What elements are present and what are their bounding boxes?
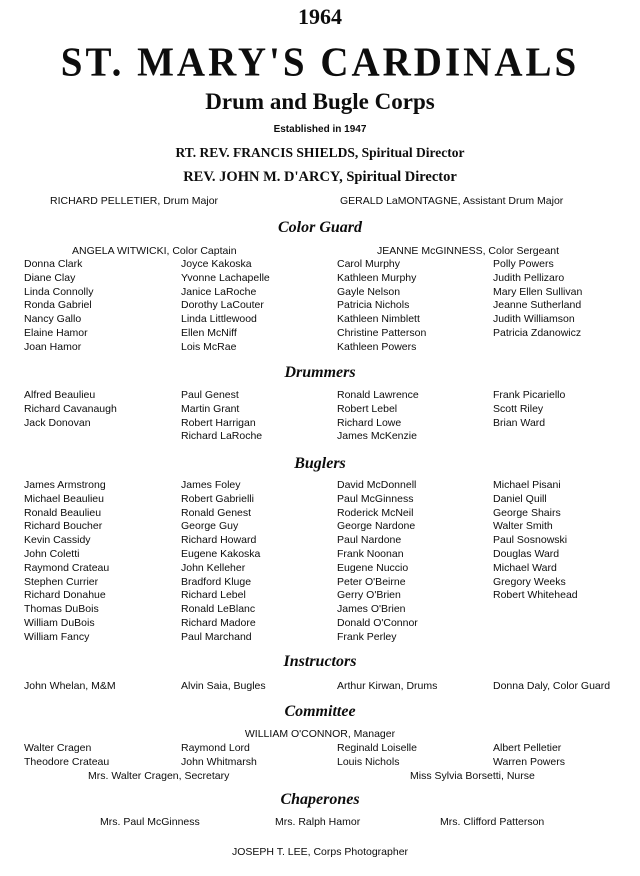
list-item: Robert Harrigan <box>181 416 256 429</box>
list-item: Ellen McNiff <box>181 326 237 339</box>
list-item: James O'Brien <box>337 603 406 616</box>
list-item: Daniel Quill <box>493 492 547 505</box>
list-item: Frank Picariello <box>493 389 566 401</box>
list-item: Robert Lebel <box>337 402 398 415</box>
color-sergeant: JEANNE McGINNESS, Color Sergeant <box>377 245 560 257</box>
list-item: Eugene Kakoska <box>181 547 261 560</box>
list-item: Walter Smith <box>493 520 553 533</box>
list-item: William DuBois <box>24 616 95 629</box>
instructors-heading: Instructors <box>283 653 357 670</box>
list-item: Polly Powers <box>493 258 554 270</box>
list-item: Michael Beaulieu <box>24 492 104 505</box>
drummers-heading: Drummers <box>284 364 356 381</box>
list-item: Kevin Cassidy <box>24 534 91 547</box>
list-item: Judith Pellizaro <box>493 271 565 284</box>
list-item: Linda Connolly <box>24 285 94 298</box>
list-item: Richard Donahue <box>24 589 106 602</box>
color-guard-column-4 <box>493 258 582 341</box>
list-item: John Coletti <box>24 547 80 560</box>
list-item: Eugene Nuccio <box>337 561 409 574</box>
list-item: Richard Boucher <box>24 520 103 533</box>
instructor-item: Alvin Saia, Bugles <box>181 680 266 692</box>
list-item: David McDonnell <box>337 479 417 491</box>
list-item: Nancy Gallo <box>24 313 82 326</box>
list-item: Paul McGinness <box>337 492 414 505</box>
list-item: Raymond Crateau <box>24 561 110 574</box>
color-guard-column-1 <box>24 258 93 355</box>
spiritual-director-1: RT. REV. FRANCIS SHIELDS, Spiritual Director <box>175 145 465 160</box>
drummers-column-2 <box>181 389 262 444</box>
list-item: Christine Patterson <box>337 326 427 339</box>
committee-member: Theodore Crateau <box>24 756 110 768</box>
list-item: Stephen Currier <box>24 575 99 588</box>
list-item: Jeanne Sutherland <box>493 299 582 312</box>
committee-member: Reginald Loiselle <box>337 742 417 754</box>
list-item: James McKenzie <box>337 430 417 443</box>
buglers-column-2 <box>181 479 260 645</box>
buglers-column-4 <box>493 479 578 603</box>
drummers-column-1 <box>24 389 117 430</box>
list-item: Judith Williamson <box>493 313 575 326</box>
list-item: George Guy <box>181 520 239 533</box>
list-item: Kathleen Powers <box>337 340 417 353</box>
list-item: George Nardone <box>337 520 416 533</box>
established-note: Established in 1947 <box>273 124 367 135</box>
list-item: Bradford Kluge <box>181 575 252 588</box>
list-item: Michael Pisani <box>493 479 561 491</box>
committee-heading: Committee <box>284 703 356 720</box>
committee-member: Albert Pelletier <box>493 742 562 754</box>
committee-member: Warren Powers <box>493 756 565 768</box>
list-item: Brian Ward <box>493 416 546 429</box>
list-item: Mary Ellen Sullivan <box>493 285 583 298</box>
instructor-item: Donna Daly, Color Guard <box>493 680 611 692</box>
list-item: Alfred Beaulieu <box>24 389 96 401</box>
list-item: Gregory Weeks <box>493 575 566 588</box>
buglers-column-3 <box>337 479 418 645</box>
list-item: Gerry O'Brien <box>337 589 401 602</box>
list-item: Ronda Gabriel <box>24 299 92 312</box>
list-item: Paul Genest <box>181 389 239 401</box>
drum-major: RICHARD PELLETIER, Drum Major <box>50 195 219 207</box>
color-guard-column-3 <box>337 258 426 355</box>
color-captain: ANGELA WITWICKI, Color Captain <box>72 245 237 257</box>
color-guard-heading: Color Guard <box>277 219 363 236</box>
list-item: Richard Lowe <box>337 416 402 429</box>
drummers-column-4 <box>493 389 565 430</box>
buglers-heading: Buglers <box>294 455 346 472</box>
list-item: Robert Gabrielli <box>181 492 254 505</box>
list-item: Lois McRae <box>181 340 237 353</box>
list-item: Elaine Hamor <box>24 326 88 339</box>
list-item: Diane Clay <box>24 271 76 284</box>
chaperones-heading: Chaperones <box>280 791 360 808</box>
list-item: Ronald Beaulieu <box>24 506 102 519</box>
year-heading: 1964 <box>298 4 342 29</box>
list-item: Douglas Ward <box>493 547 560 560</box>
committee-member: Louis Nichols <box>337 756 400 768</box>
list-item: Ronald Lawrence <box>337 389 419 401</box>
committee-member: Raymond Lord <box>181 742 250 754</box>
list-item: Richard LaRoche <box>181 430 263 443</box>
photographer-credit: JOSEPH T. LEE, Corps Photographer <box>231 846 409 858</box>
list-item: Richard Howard <box>181 534 257 547</box>
list-item: Ronald LeBlanc <box>181 603 256 616</box>
list-item: Frank Perley <box>337 630 397 643</box>
list-item: Paul Sosnowski <box>493 534 568 547</box>
list-item: Ronald Genest <box>181 506 252 519</box>
list-item: Carol Murphy <box>337 258 401 270</box>
list-item: Frank Noonan <box>337 547 404 560</box>
list-item: William Fancy <box>24 630 90 643</box>
list-item: Joyce Kakoska <box>181 258 252 270</box>
committee-member: Walter Cragen <box>24 742 92 754</box>
list-item: George Shairs <box>493 506 561 519</box>
list-item: Donald O'Connor <box>337 616 418 629</box>
list-item: Paul Marchand <box>181 630 252 643</box>
list-item: Scott Riley <box>493 402 544 415</box>
committee-member: John Whitmarsh <box>181 756 257 768</box>
list-item: Richard Madore <box>181 616 256 629</box>
committee-nurse: Miss Sylvia Borsetti, Nurse <box>410 770 535 782</box>
list-item: Kathleen Murphy <box>337 271 417 284</box>
chaperone-item: Mrs. Clifford Patterson <box>440 816 545 828</box>
list-item: Thomas DuBois <box>24 603 99 616</box>
list-item: John Kelleher <box>181 561 246 574</box>
chaperone-item: Mrs. Ralph Hamor <box>275 816 361 828</box>
list-item: Joan Hamor <box>24 340 82 353</box>
list-item: Dorothy LaCouter <box>181 299 264 312</box>
committee-manager: WILLIAM O'CONNOR, Manager <box>244 728 396 740</box>
chaperone-item: Mrs. Paul McGinness <box>100 816 200 828</box>
list-item: Richard Cavanaugh <box>24 402 117 415</box>
list-item: Patricia Nichols <box>337 299 410 312</box>
instructor-item: John Whelan, M&M <box>24 680 116 692</box>
spiritual-director-2: REV. JOHN M. D'ARCY, Spiritual Director <box>183 169 457 185</box>
list-item: Richard Lebel <box>181 589 246 602</box>
page-subtitle: Drum and Bugle Corps <box>205 89 435 114</box>
list-item: Roderick McNeil <box>337 506 414 519</box>
list-item: Jack Donovan <box>24 416 91 429</box>
buglers-column-1 <box>24 479 109 645</box>
instructor-item: Arthur Kirwan, Drums <box>337 680 438 692</box>
color-guard-column-2 <box>181 258 270 355</box>
list-item: Peter O'Beirne <box>337 575 406 588</box>
list-item: Linda Littlewood <box>181 313 257 326</box>
committee-secretary: Mrs. Walter Cragen, Secretary <box>88 770 230 782</box>
list-item: Michael Ward <box>493 561 557 574</box>
page-title: ST. MARY'S CARDINALS <box>60 39 580 86</box>
drummers-column-3 <box>337 389 419 444</box>
list-item: James Armstrong <box>24 479 106 491</box>
list-item: Yvonne Lachapelle <box>181 271 270 284</box>
assistant-drum-major: GERALD LaMONTAGNE, Assistant Drum Major <box>340 195 564 207</box>
list-item: Patricia Zdanowicz <box>493 326 582 339</box>
list-item: Donna Clark <box>24 258 83 270</box>
list-item: Kathleen Nimblett <box>337 313 420 326</box>
list-item: Paul Nardone <box>337 534 402 547</box>
list-item: Robert Whitehead <box>493 589 578 602</box>
list-item: Janice LaRoche <box>181 285 257 298</box>
list-item: Martin Grant <box>181 402 240 415</box>
list-item: James Foley <box>181 479 241 491</box>
list-item: Gayle Nelson <box>337 285 401 298</box>
